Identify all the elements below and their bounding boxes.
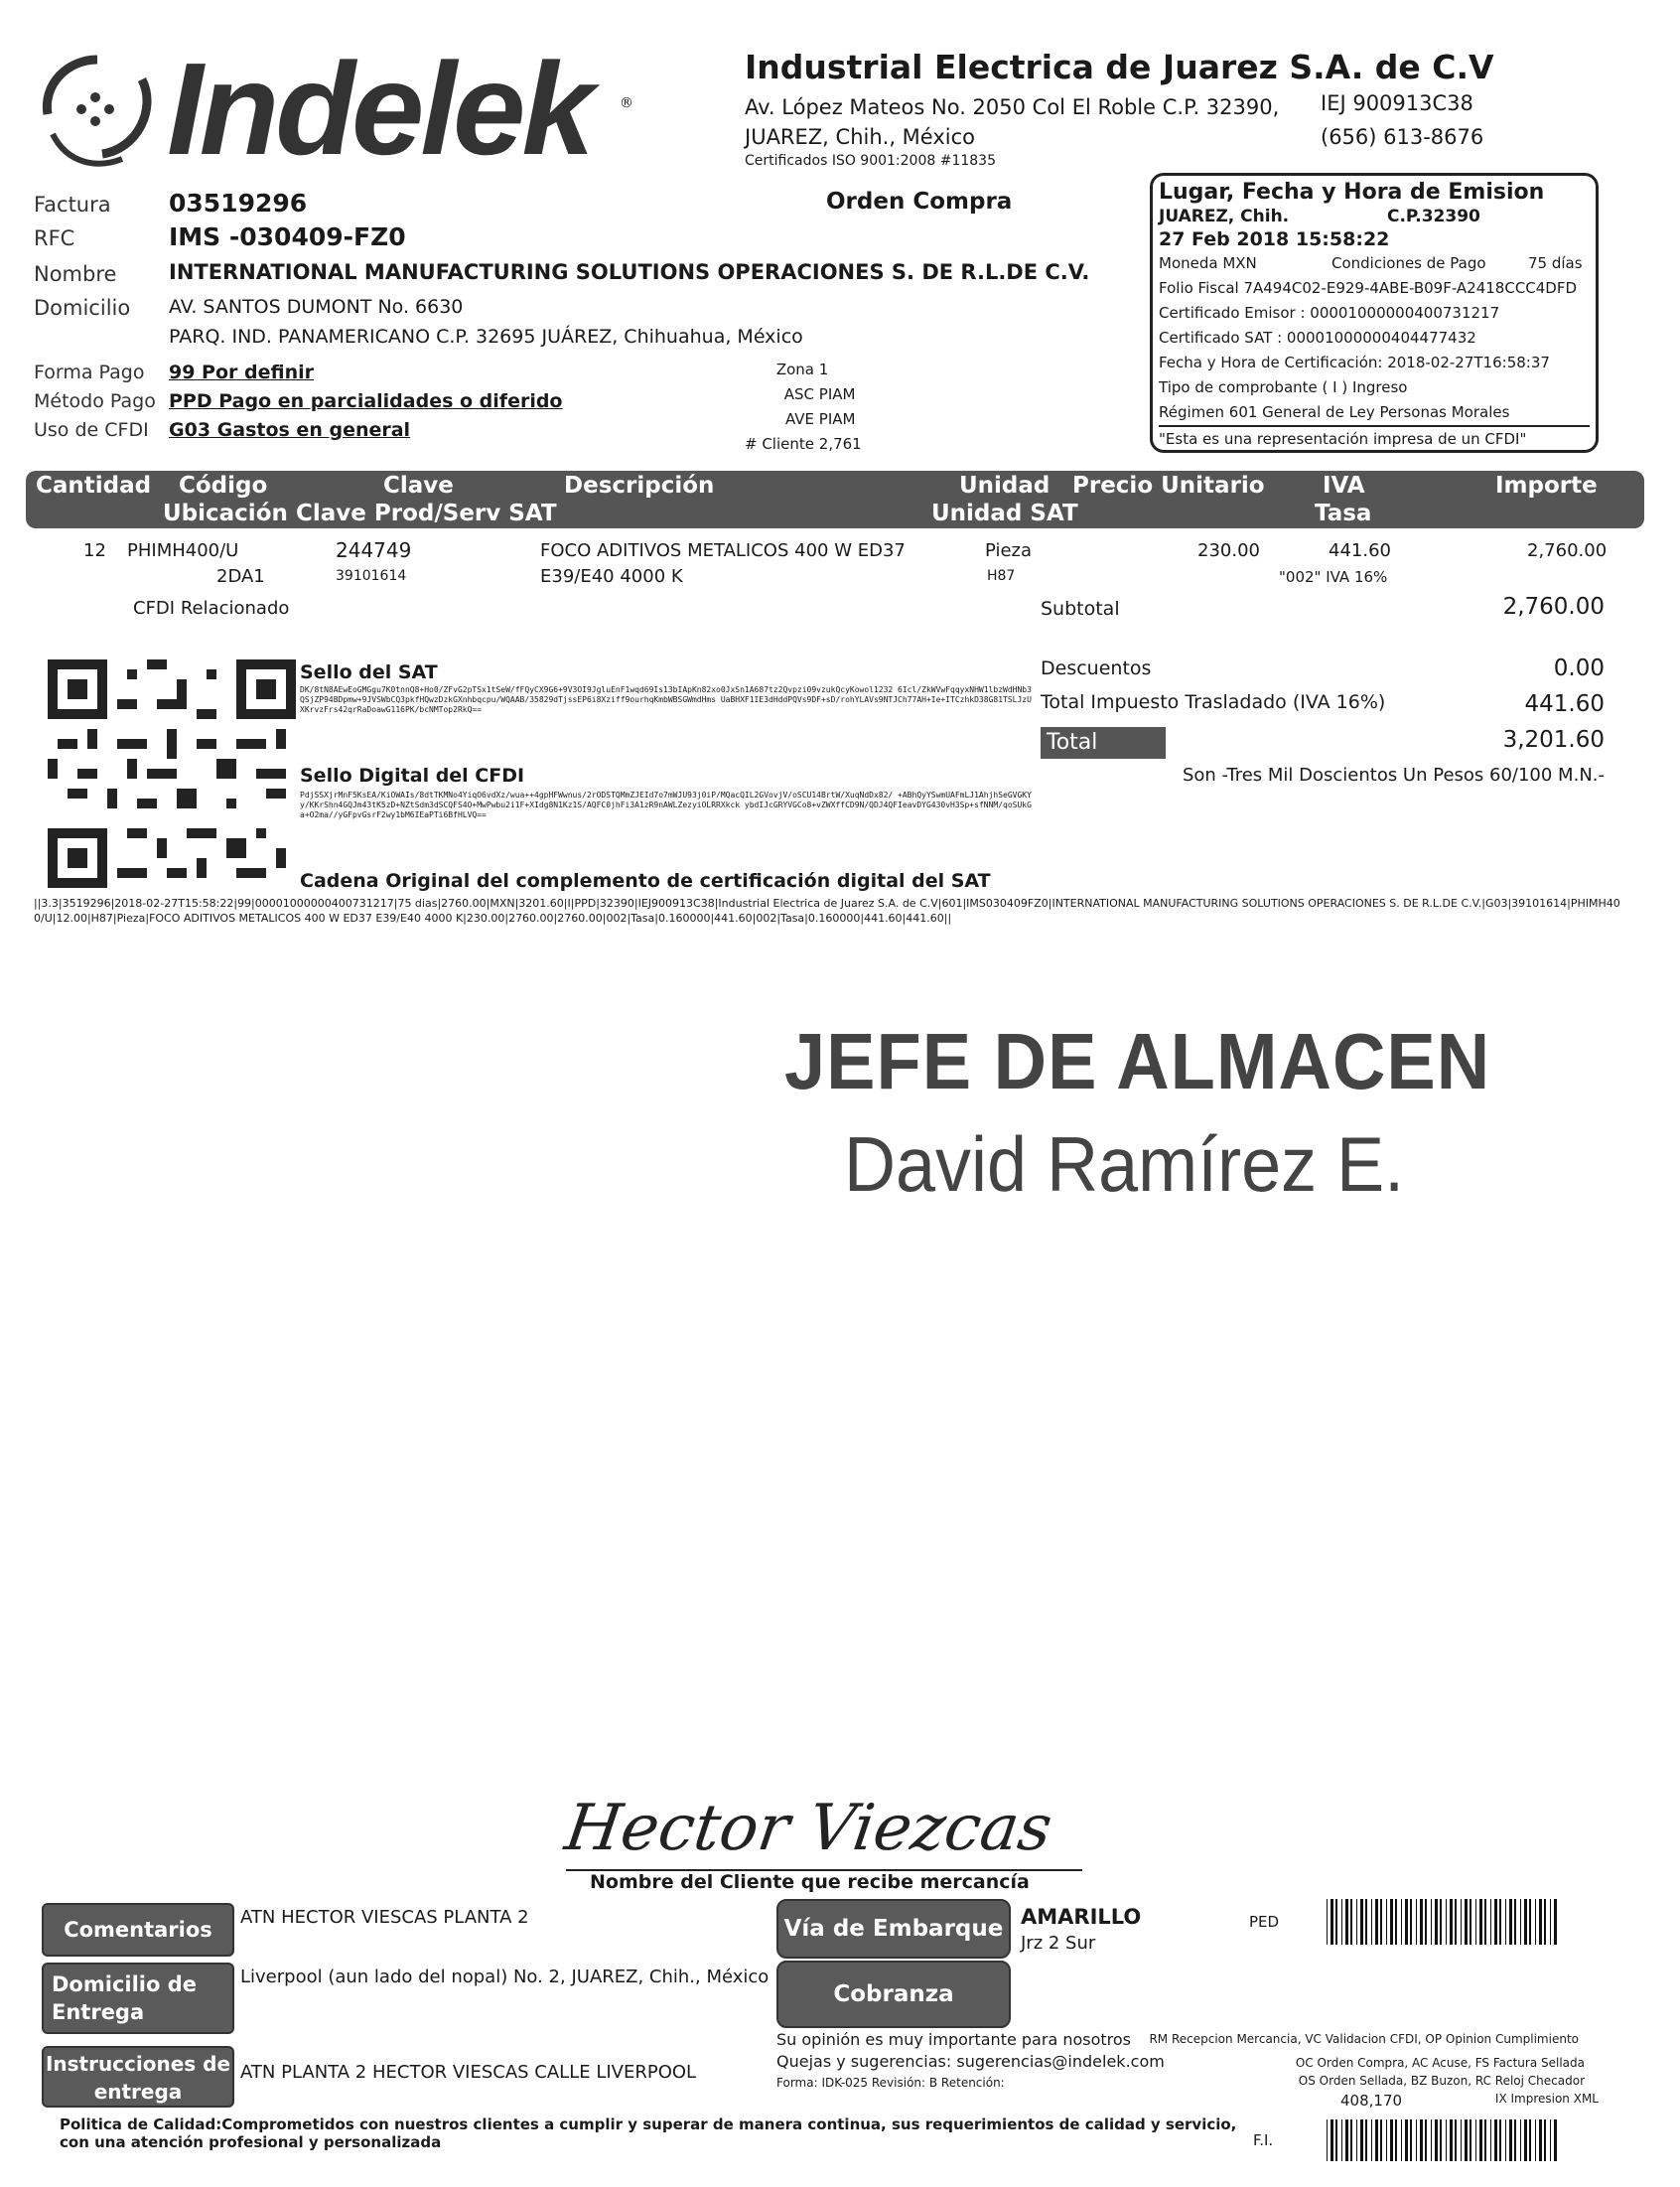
signature-caption: Nombre del Cliente que recibe mercancía bbox=[590, 1871, 1030, 1893]
fi-label: F.I. bbox=[1253, 2131, 1274, 2149]
barcode-bar bbox=[1365, 1899, 1367, 1945]
barcode-bar bbox=[1420, 2119, 1423, 2161]
barcode-bar bbox=[1479, 2119, 1482, 2161]
barcode-bar bbox=[1335, 1899, 1337, 1945]
barcode-bar bbox=[1520, 2119, 1521, 2161]
sello-cfdi-text: PdjSSXjrMnF5KsEA/KiOWAIs/8dtTKMNo4YiqO6vdXz/wua++4gpHFWwnus/2rODSTQMmZJEId7o7mWJU93j0iP/MQacQIL2GVovjV/oSCU14BrtW/XuqNdDx82/ +ABhQyYSwmUAFmLJ1AhjhSeGVGKYy/KKrShn4GQJm43tK5zD+NZtSdm3dSCQFS4O+MwPwbu2i1F+XIdg8N1Kz1S/AQFC0jhFi3A1zR9nAWLZezyiOLRRXkck ybdIJcGRYVGCo8+vZWXffCD9N/QDJ4QFIeavDYG430vH3Sp+sfNNM/qoSUkGa+O2ma//yGFpvGsrF2wy1bM6IEaPTi6BfHLVQ== bbox=[300, 791, 1032, 819]
barcode-bar bbox=[1494, 1899, 1497, 1945]
header-iva: IVA bbox=[1323, 473, 1365, 499]
barcode-bar bbox=[1446, 2119, 1447, 2161]
via-embarque-sub: Jrz 2 Sur bbox=[1021, 1933, 1096, 1954]
barcode-bar bbox=[1544, 2119, 1546, 2161]
barcode-bar bbox=[1425, 2119, 1427, 2161]
metodo-pago-value: PPD Pago en parcialidades o diferido bbox=[169, 390, 563, 412]
barcode-bar bbox=[1327, 1899, 1328, 1945]
barcode-bar bbox=[1505, 1899, 1506, 1945]
barcode-bar bbox=[1341, 2119, 1342, 2161]
barcode-bar bbox=[1371, 1899, 1372, 1945]
header-ubicacion: Ubicación bbox=[163, 501, 288, 526]
cfdi-relacionado: CFDI Relacionado bbox=[133, 598, 290, 619]
legend-1: RM Recepcion Mercancia, VC Validacion CFDI, OP Opinion Cumplimiento bbox=[1149, 2032, 1579, 2046]
impuesto-value: 441.60 bbox=[1524, 691, 1605, 717]
stamp-line-2: David Ramírez E. bbox=[844, 1121, 1405, 1209]
barcode-bar bbox=[1514, 2119, 1516, 2161]
header-clave: Clave bbox=[383, 473, 454, 499]
barcode-bar bbox=[1544, 1899, 1546, 1945]
barcode-bar bbox=[1539, 1899, 1542, 1945]
header-cantidad: Cantidad bbox=[36, 473, 152, 499]
barcode-bar bbox=[1327, 2119, 1328, 2161]
barcode-bar bbox=[1371, 2119, 1372, 2161]
barcode-bar bbox=[1335, 2119, 1337, 2161]
emission-cp: C.P.32390 bbox=[1387, 207, 1480, 226]
opinion-text: Su opinión es muy importante para nosotros bbox=[776, 2030, 1132, 2049]
row-iva: 441.60 bbox=[1329, 540, 1391, 561]
barcode-bar bbox=[1550, 1899, 1551, 1945]
dias: 75 días bbox=[1528, 254, 1583, 272]
row-desc-1: FOCO ADITIVOS METALICOS 400 W ED37 bbox=[540, 540, 906, 561]
legend-4: IX Impresion XML bbox=[1494, 2092, 1599, 2106]
doc-title: Orden Compra bbox=[826, 189, 1013, 215]
registered-icon: ® bbox=[620, 95, 633, 111]
instrucciones-value: ATN PLANTA 2 HECTOR VIESCAS CALLE LIVERPOOL bbox=[240, 2062, 697, 2083]
barcode-bar bbox=[1554, 1899, 1557, 1945]
folio-fiscal: Folio Fiscal 7A494C02-E929-4ABE-B09F-A2418CCC4DFD bbox=[1159, 279, 1578, 297]
barcode-bar bbox=[1465, 2119, 1468, 2161]
barcode-bar bbox=[1499, 1899, 1501, 1945]
zona-value: 1 bbox=[818, 361, 829, 378]
barcode-bar bbox=[1395, 2119, 1397, 2161]
barcode-bar bbox=[1475, 2119, 1476, 2161]
barcode-bar bbox=[1360, 2119, 1363, 2161]
barcode-bar bbox=[1401, 1899, 1402, 1945]
barcode-bar bbox=[1356, 1899, 1357, 1945]
factura-label: Factura bbox=[34, 193, 111, 217]
company-address-1: Av. López Mateos No. 2050 Col El Roble C.P. 32390, bbox=[745, 95, 1280, 119]
header-clave-prod: Clave Prod/Serv SAT bbox=[296, 501, 557, 526]
company-rfc: IEJ 900913C38 bbox=[1321, 91, 1473, 115]
barcode-bar bbox=[1475, 1899, 1476, 1945]
legend-3: OS Orden Sellada, BZ Buzon, RC Reloj Checador bbox=[1298, 2074, 1585, 2088]
total-value: 3,201.60 bbox=[1502, 727, 1605, 753]
header-precio: Precio Unitario bbox=[1072, 473, 1265, 499]
row-precio: 230.00 bbox=[1197, 540, 1260, 561]
barcode-bar bbox=[1416, 1899, 1417, 1945]
uso-cfdi-label: Uso de CFDI bbox=[34, 419, 149, 441]
barcode-bar bbox=[1386, 2119, 1387, 2161]
emission-city: JUAREZ, Chih. bbox=[1159, 207, 1290, 226]
barcode-bar bbox=[1461, 1899, 1462, 1945]
barcode-bar bbox=[1410, 2119, 1412, 2161]
barcode-bar bbox=[1431, 2119, 1432, 2161]
items-table-header bbox=[26, 471, 1644, 528]
barcode-bar bbox=[1405, 1899, 1408, 1945]
barcode-bar bbox=[1539, 2119, 1542, 2161]
subtotal-value: 2,760.00 bbox=[1502, 594, 1605, 620]
factura-value: 03519296 bbox=[169, 189, 308, 218]
barcode-bar bbox=[1345, 1899, 1348, 1945]
row-cantidad: 12 bbox=[83, 540, 106, 561]
barcode-bar bbox=[1350, 2119, 1352, 2161]
company-name: Industrial Electrica de Juarez S.A. de C.V bbox=[745, 48, 1494, 86]
row-clave-prod: 39101614 bbox=[336, 568, 407, 584]
total-letra: Son -Tres Mil Doscientos Un Pesos 60/100 M.N.- bbox=[1182, 765, 1605, 786]
barcode-bar bbox=[1535, 1899, 1536, 1945]
nombre-value: INTERNATIONAL MANUFACTURING SOLUTIONS OPERACIONES S. DE R.L.DE C.V. bbox=[169, 260, 1090, 284]
via-embarque-label: Vía de Embarque bbox=[776, 1899, 1011, 1959]
barcode-bar bbox=[1470, 2119, 1471, 2161]
barcode-bar bbox=[1505, 2119, 1506, 2161]
logo-wordmark: Indelek bbox=[167, 36, 591, 182]
cert-sat: Certificado SAT : 00001000000404477432 bbox=[1159, 329, 1476, 347]
barcode-bar bbox=[1401, 2119, 1402, 2161]
company-iso: Certificados ISO 9001:2008 #11835 bbox=[745, 153, 996, 169]
row-ubicacion: 2DA1 bbox=[216, 566, 265, 587]
zona-label: Zona bbox=[775, 361, 814, 378]
company-address-2: JUAREZ, Chih., México bbox=[745, 125, 975, 149]
zone-block bbox=[735, 358, 874, 457]
barcode-bar bbox=[1450, 1899, 1453, 1945]
cert-emisor: Certificado Emisor : 00001000000400731217 bbox=[1159, 304, 1500, 322]
row-unidad: Pieza bbox=[985, 540, 1033, 561]
asc-value: PIAM bbox=[818, 385, 856, 403]
company-logo bbox=[28, 36, 663, 189]
forma-pago-label: Forma Pago bbox=[34, 362, 145, 383]
barcode-bar bbox=[1416, 2119, 1417, 2161]
barcode-bar bbox=[1350, 1899, 1352, 1945]
row-clave: 244749 bbox=[336, 538, 412, 562]
barcode-bar bbox=[1470, 1899, 1471, 1945]
barcode-bar bbox=[1524, 2119, 1527, 2161]
domicilio-entrega-text: Domicilio de Entrega bbox=[52, 1972, 197, 2024]
barcode-bar bbox=[1410, 1899, 1412, 1945]
barcode-bar bbox=[1390, 2119, 1393, 2161]
instrucciones-label bbox=[42, 2046, 234, 2108]
impuesto-label: Total Impuesto Trasladado (IVA 16%) bbox=[1041, 691, 1386, 713]
regimen: Régimen 601 General de Ley Personas Morales bbox=[1159, 403, 1510, 421]
barcode-bar bbox=[1529, 2119, 1531, 2161]
descuentos-value: 0.00 bbox=[1553, 656, 1605, 681]
cliente-value: 2,761 bbox=[818, 435, 862, 453]
barcode-bar bbox=[1425, 1899, 1427, 1945]
header-tasa: Tasa bbox=[1315, 501, 1372, 526]
barcode-bar bbox=[1435, 2119, 1438, 2161]
barcode-bar bbox=[1380, 2119, 1382, 2161]
barcode-bar bbox=[1550, 2119, 1551, 2161]
header-unidad: Unidad bbox=[959, 473, 1050, 499]
barcode-bar bbox=[1341, 1899, 1342, 1945]
barcode-bar bbox=[1479, 1899, 1482, 1945]
barcode-bar bbox=[1386, 1899, 1387, 1945]
barcode-bar bbox=[1554, 2119, 1557, 2161]
domicilio-entrega-value: Liverpool (aun lado del nopal) No. 2, JUAREZ, Chih., México bbox=[240, 1967, 770, 1987]
ped-label: PED bbox=[1249, 1913, 1280, 1931]
rfc-label: RFC bbox=[34, 226, 75, 250]
barcode-bar bbox=[1499, 2119, 1501, 2161]
subtotal-label: Subtotal bbox=[1041, 598, 1120, 620]
metodo-pago-label: Método Pago bbox=[34, 390, 156, 412]
via-embarque-value: AMARILLO bbox=[1021, 1905, 1142, 1929]
barcode-bar bbox=[1440, 2119, 1442, 2161]
barcode-bar bbox=[1509, 2119, 1512, 2161]
barcode-bar bbox=[1420, 1899, 1423, 1945]
barcode-bar bbox=[1380, 1899, 1382, 1945]
barcode-bar bbox=[1455, 2119, 1457, 2161]
domicilio-entrega-label bbox=[42, 1963, 234, 2034]
barcode-bar bbox=[1490, 1899, 1491, 1945]
barcode-bar bbox=[1520, 1899, 1521, 1945]
barcode-bar bbox=[1465, 1899, 1468, 1945]
sello-sat-title: Sello del SAT bbox=[300, 661, 438, 683]
politica-calidad: Politica de Calidad:Comprometidos con nuestros clientes a cumplir y superar de manera continua, sus requerimientos de calidad y servicio, con una atención profesional y personalizada bbox=[60, 2115, 1237, 2151]
barcode-bar bbox=[1484, 2119, 1486, 2161]
asc-label: ASC bbox=[783, 385, 814, 403]
barcode-bar bbox=[1529, 1899, 1531, 1945]
fecha-cert: Fecha y Hora de Certificación: 2018-02-27T16:58:37 bbox=[1159, 354, 1550, 371]
forma-pago-value: 99 Por definir bbox=[169, 362, 314, 383]
barcode-bar bbox=[1524, 1899, 1527, 1945]
barcode-bar bbox=[1375, 2119, 1378, 2161]
instrucciones-text: Instrucciones de entrega bbox=[45, 2052, 231, 2104]
header-descripcion: Descripción bbox=[564, 473, 715, 499]
row-codigo: PHIMH400/U bbox=[127, 540, 239, 561]
nombre-label: Nombre bbox=[34, 262, 117, 286]
emission-box bbox=[1150, 173, 1599, 453]
row-tasa: "002" IVA 16% bbox=[1279, 568, 1388, 586]
rfc-value: IMS -030409-FZ0 bbox=[169, 222, 406, 251]
header-codigo: Código bbox=[179, 473, 268, 499]
barcode-bar bbox=[1494, 2119, 1497, 2161]
barcode-bar bbox=[1395, 1899, 1397, 1945]
cobranza-label: Cobranza bbox=[776, 1961, 1011, 2028]
tipo-comprobante: Tipo de comprobante ( I ) Ingreso bbox=[1159, 378, 1408, 396]
barcode-bar bbox=[1455, 1899, 1457, 1945]
moneda: Moneda MXN bbox=[1159, 254, 1257, 272]
condiciones-pago: Condiciones de Pago bbox=[1331, 254, 1486, 272]
uso-cfdi-value: G03 Gastos en general bbox=[169, 419, 411, 441]
cliente-label: # Cliente bbox=[745, 435, 814, 453]
barcode-bar bbox=[1450, 2119, 1453, 2161]
table-row bbox=[26, 536, 1644, 592]
emission-title: Lugar, Fecha y Hora de Emision bbox=[1159, 180, 1545, 205]
company-phone: (656) 613-8676 bbox=[1321, 125, 1484, 149]
comentarios-value: ATN HECTOR VIESCAS PLANTA 2 bbox=[240, 1907, 529, 1928]
barcode-bar bbox=[1345, 2119, 1348, 2161]
domicilio-line-1: AV. SANTOS DUMONT No. 6630 bbox=[169, 296, 464, 318]
barcode-bar bbox=[1535, 2119, 1536, 2161]
stamp-line-1: JEFE DE ALMACEN bbox=[784, 1016, 1491, 1106]
barcode-bar bbox=[1461, 2119, 1462, 2161]
descuentos-label: Descuentos bbox=[1041, 657, 1152, 679]
ave-label: AVE bbox=[784, 410, 814, 428]
cadena-text: ||3.3|3519296|2018-02-27T15:58:22|99|00001000000400731217|75 dias|2760.00|MXN|3201.60|I|PPD|32390|IEJ900913C38|Industrial Electrica de Juarez S.A. de C.V|601|IMS030409FZ0|INTERNATIONAL MANUFACTURING SOLUTIONS OPERACIONES S. DE R.L.DE C.V.|G03|39101614|PHIMH400/U|12.00|H87|Pieza|FOCO ADITIVOS METALICOS 400 W ED37 E39/E40 4000 K|230.00|2760.00|2760.00|002|Tasa|0.160000|441.60|002|Tasa|0.160000|441.60|441.60|| bbox=[34, 897, 1620, 925]
barcode-bar bbox=[1365, 2119, 1367, 2161]
row-desc-2: E39/E40 4000 K bbox=[540, 566, 683, 587]
barcode-bar bbox=[1484, 1899, 1486, 1945]
domicilio-line-2: PARQ. IND. PANAMERICANO C.P. 32695 JUÁREZ, Chihuahua, México bbox=[169, 326, 803, 348]
cfdi-note: "Esta es una representación impresa de un CFDI" bbox=[1159, 425, 1590, 452]
barcode-bar bbox=[1435, 1899, 1438, 1945]
barcode-top bbox=[1327, 1899, 1557, 1945]
barcode-bar bbox=[1431, 1899, 1432, 1945]
domicilio-label: Domicilio bbox=[34, 296, 131, 320]
logo-swirl-icon bbox=[28, 40, 167, 179]
sello-cfdi-title: Sello Digital del CFDI bbox=[300, 765, 525, 787]
forma-text: Forma: IDK-025 Revisión: B Retención: bbox=[776, 2076, 1005, 2090]
header-importe: Importe bbox=[1495, 473, 1598, 499]
barcode-bar bbox=[1390, 1899, 1393, 1945]
qr-code bbox=[48, 659, 296, 888]
handwritten-signature: Hector Viezcas bbox=[560, 1792, 1056, 1865]
barcode-bar bbox=[1440, 1899, 1442, 1945]
row-unidad-sat: H87 bbox=[987, 568, 1016, 584]
barcode-bottom bbox=[1327, 2119, 1557, 2161]
barcode-bar bbox=[1330, 2119, 1333, 2161]
barcode-bar bbox=[1356, 2119, 1357, 2161]
cadena-title: Cadena Original del complemento de certificación digital del SAT bbox=[300, 870, 991, 892]
barcode-bar bbox=[1490, 2119, 1491, 2161]
barcode-bar bbox=[1360, 1899, 1363, 1945]
barcode-bar bbox=[1509, 1899, 1512, 1945]
document-number: 408,170 bbox=[1340, 2092, 1403, 2110]
ave-value: PIAM bbox=[818, 410, 856, 428]
quejas-text: Quejas y sugerencias: sugerencias@indelek.com bbox=[776, 2052, 1165, 2071]
total-label: Total bbox=[1041, 727, 1166, 759]
barcode-bar bbox=[1375, 1899, 1378, 1945]
legend-2: OC Orden Compra, AC Acuse, FS Factura Sellada bbox=[1295, 2056, 1585, 2070]
row-importe: 2,760.00 bbox=[1527, 540, 1608, 561]
barcode-bar bbox=[1405, 2119, 1408, 2161]
barcode-bar bbox=[1330, 1899, 1333, 1945]
sello-sat-text: DK/8tN8AEwEoGMGgu7K0tnnQ8+Ho0/ZFvG2pTSx1tSeW/fFQyCX9G6+9V3OI9JgluEnF1wqd69Is13bIApKn82xo0JxSn1A687tz2Qvpzi09vzukQcyKowol1232 6Icl/ZkWVwFqqyxNHW1lbzWdHNb3QSjZP94BDpmw+9JVSWbCQ3pkfHQwzDzkGXnhbqcpu/WQAAB/35829dTjssEP6i8Xziff9ourhqKmbWBSGWmdHms UaBHXF1IE3dHddPQVs9DF+sD/rohYLAVs9NTJCh77AH+Ie+ITCzhkD38G81TSLJzUXKrvzFrs42qrRaDoawG116PK/bcNMTop2RkQ== bbox=[300, 685, 1032, 714]
header-unidad-sat: Unidad SAT bbox=[931, 501, 1078, 526]
emission-datetime: 27 Feb 2018 15:58:22 bbox=[1159, 228, 1390, 250]
barcode-bar bbox=[1514, 1899, 1516, 1945]
comentarios-label: Comentarios bbox=[42, 1903, 234, 1957]
barcode-bar bbox=[1446, 1899, 1447, 1945]
